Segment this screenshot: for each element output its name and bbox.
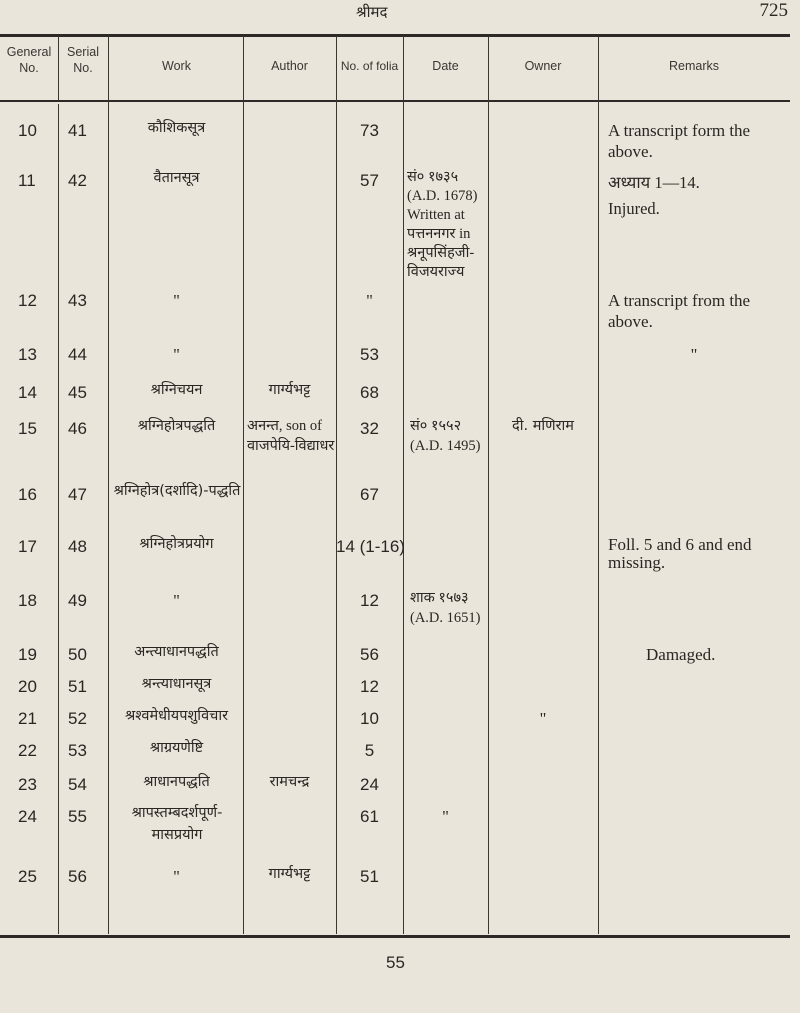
cell-serial-no: 55 [68, 807, 87, 826]
cell-general-no: 13 [18, 345, 37, 364]
cell-general-no: 16 [18, 485, 37, 504]
cell-work: " [173, 345, 180, 364]
cell-date: सं० १५५२ (A.D. 1495) [410, 418, 481, 454]
cell-work: श्रग्निहोत्र(दर्शादि)-पद्धति [113, 483, 241, 499]
cell-folia: 10 [360, 709, 379, 728]
header-work: Work [162, 59, 191, 73]
cell-folia: 57 [360, 171, 379, 190]
header-general-no: General No. [6, 45, 52, 75]
header-author: Author [271, 59, 308, 73]
cell-work: श्रग्निहोत्रप्रयोग [139, 536, 214, 552]
cell-folia: 24 [360, 775, 379, 794]
cell-general-no: 20 [18, 677, 37, 696]
cell-serial-no: 46 [68, 419, 87, 438]
cell-work: वैतानसूत्र [153, 170, 200, 186]
cell-folia: 73 [360, 121, 379, 140]
cell-folia: 61 [360, 807, 379, 826]
cell-folia: 5 [364, 741, 375, 760]
cell-folia: 51 [360, 867, 379, 886]
column-rule [58, 36, 59, 100]
cell-date: सं० १७३५ (A.D. 1678) Written at पत्तननगर in श्रनूपसिंहजी-विजयराज्य [407, 169, 478, 280]
cell-serial-no: 52 [68, 709, 87, 728]
cell-general-no: 18 [18, 591, 37, 610]
cell-work: श्रापस्तम्बदर्शपूर्ण-मासप्रयोग [131, 805, 223, 843]
cell-folia: 67 [360, 485, 379, 504]
table-bottom-rule [0, 935, 790, 938]
cell-work: " [173, 591, 180, 610]
running-head [0, 0, 800, 24]
table-header-rule [0, 100, 790, 102]
table-top-rule [0, 34, 790, 37]
cell-serial-no: 42 [68, 171, 87, 190]
cell-serial-no: 45 [68, 383, 87, 402]
cell-work: श्रश्वमेधीयपशुविचार [124, 708, 229, 724]
cell-folia: 32 [360, 419, 379, 438]
cell-remarks: Damaged. [646, 645, 716, 664]
column-rule [488, 36, 489, 934]
header-folia: No. of folia [340, 59, 399, 73]
cell-serial-no: 44 [68, 345, 87, 364]
cell-general-no: 22 [18, 741, 37, 760]
cell-author: गार्ग्यभट्ट [268, 382, 311, 398]
cell-serial-no: 56 [68, 867, 87, 886]
cell-general-no: 21 [18, 709, 37, 728]
cell-work: श्राग्रयणेष्टि [149, 740, 204, 756]
cell-owner: " [539, 709, 547, 728]
column-rule [58, 104, 59, 934]
cell-folia: 56 [360, 645, 379, 664]
cell-folia: " [366, 291, 373, 310]
header-remarks: Remarks [668, 59, 719, 73]
cell-remarks: अध्याय 1—14. Injured. [608, 173, 700, 218]
cell-serial-no: 51 [68, 677, 87, 696]
cell-remarks: A transcript form the above. [608, 121, 751, 161]
cell-general-no: 19 [18, 645, 37, 664]
cell-general-no: 12 [18, 291, 37, 310]
cell-remarks: A transcript from the above. [608, 291, 751, 331]
cell-date: शाक १५७३ (A.D. 1651) [410, 590, 481, 626]
cell-folia: 12 [360, 591, 379, 610]
header-serial-no: Serial No. [67, 45, 99, 75]
cell-work: श्रग्निचयन [150, 382, 203, 398]
cell-remarks: Foll. 5 and 6 and end missing. [608, 535, 752, 572]
cell-work: श्रन्त्याधानसूत्र [141, 676, 212, 692]
cell-work: कौशिकसूत्र [147, 120, 206, 136]
cell-serial-no: 47 [68, 485, 87, 504]
cell-general-no: 17 [18, 537, 37, 556]
cell-folia: 12 [360, 677, 379, 696]
cell-folia: 68 [360, 383, 379, 402]
cell-folia: 14 (1-16) [336, 537, 405, 556]
column-rule [598, 36, 599, 934]
cell-work: " [173, 867, 180, 886]
page-number: 725 [759, 0, 788, 21]
cell-serial-no: 41 [68, 121, 87, 140]
header-owner: Owner [524, 59, 562, 73]
cell-general-no: 14 [18, 383, 37, 402]
cell-author: रामचन्द्र [269, 774, 310, 790]
cell-work: " [173, 291, 180, 310]
footer-number: 55 [386, 953, 405, 972]
cell-owner: दी. मणिराम [512, 418, 574, 434]
cell-serial-no: 43 [68, 291, 87, 310]
column-rule [243, 36, 244, 934]
cell-remarks: " [690, 345, 698, 364]
cell-folia: 53 [360, 345, 379, 364]
column-rule [403, 36, 404, 934]
cell-general-no: 25 [18, 867, 37, 886]
cell-author: अनन्त, son of वाजपेयि-विद्याधर [247, 418, 335, 454]
column-rule [108, 36, 109, 934]
cell-general-no: 24 [18, 807, 37, 826]
cell-serial-no: 54 [68, 775, 87, 794]
cell-general-no: 15 [18, 419, 37, 438]
running-title: श्रीमद [356, 3, 388, 21]
cell-general-no: 10 [18, 121, 37, 140]
cell-serial-no: 48 [68, 537, 87, 556]
cell-general-no: 23 [18, 775, 37, 794]
cell-general-no: 11 [18, 171, 36, 190]
cell-date: " [442, 807, 449, 826]
cell-serial-no: 50 [68, 645, 87, 664]
cell-work: अन्त्याधानपद्धति [134, 644, 219, 660]
cell-work: श्राधानपद्धति [143, 774, 210, 790]
cell-serial-no: 49 [68, 591, 87, 610]
header-date: Date [432, 59, 459, 73]
cell-work: श्रग्निहोत्रपद्धति [137, 418, 216, 434]
cell-serial-no: 53 [68, 741, 87, 760]
cell-author: गार्ग्यभट्ट [268, 866, 311, 882]
